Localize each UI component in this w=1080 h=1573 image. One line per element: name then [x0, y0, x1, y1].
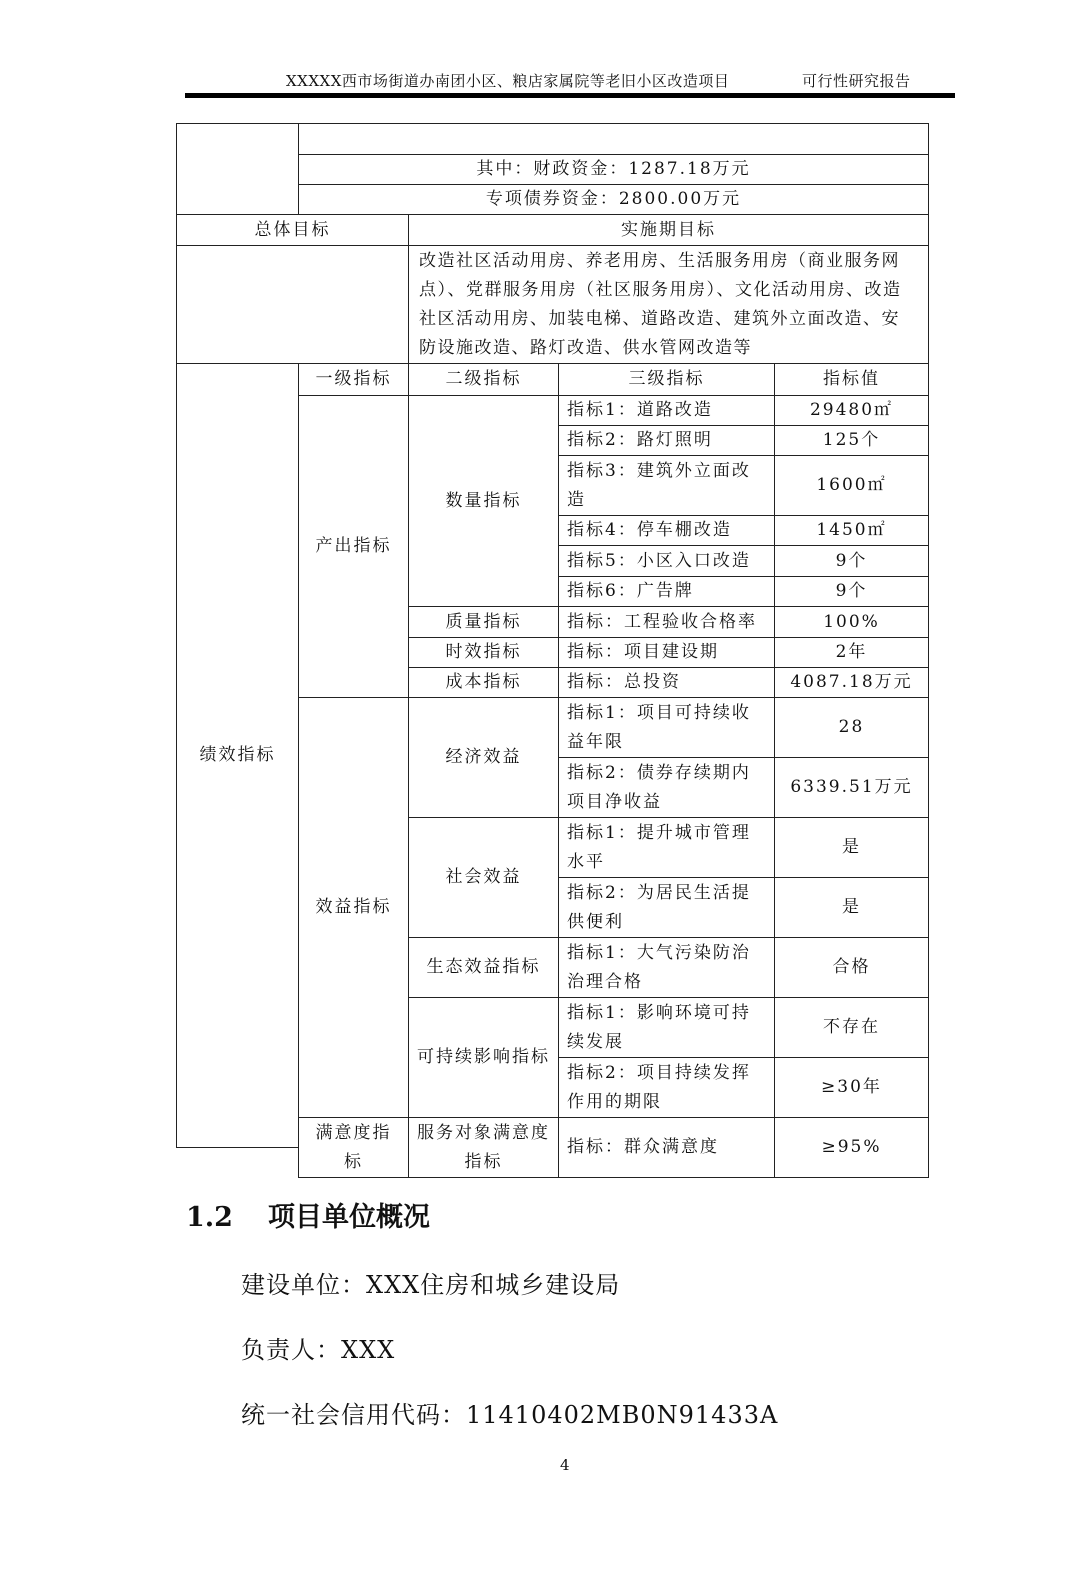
period-goal-label: 实施期目标 — [409, 215, 929, 246]
value-cell: 合格 — [775, 938, 929, 998]
level2-social: 社会效益 — [409, 818, 559, 938]
header-report-type: 可行性研究报告 — [802, 72, 911, 90]
value-cell: 100% — [775, 607, 929, 638]
header-level1: 一级指标 — [299, 364, 409, 396]
level3-cell: 指标2：为居民生活提供便利 — [559, 878, 775, 938]
value-cell: 不存在 — [775, 998, 929, 1058]
level3-cell: 指标4：停车棚改造 — [559, 516, 775, 546]
level1-satisfaction: 满意度指标 — [299, 1118, 409, 1178]
level3-cell: 指标：项目建设期 — [559, 638, 775, 668]
level3-cell: 指标3：建筑外立面改造 — [559, 456, 775, 516]
blank-cell — [177, 124, 299, 215]
level3-cell: 指标1：提升城市管理水平 — [559, 818, 775, 878]
funding-row-total — [299, 124, 929, 155]
page-header — [286, 70, 926, 92]
level3-cell: 指标：总投资 — [559, 668, 775, 698]
section-title: 项目单位概况 — [268, 1202, 430, 1233]
page-number: 4 — [560, 1456, 570, 1474]
level3-cell: 指标2：债券存续期内项目净收益 — [559, 758, 775, 818]
value-cell: 4087.18万元 — [775, 668, 929, 698]
value-cell: 28 — [775, 698, 929, 758]
level3-cell: 指标1：项目可持续收益年限 — [559, 698, 775, 758]
level3-cell: 指标1：影响环境可持续发展 — [559, 998, 775, 1058]
funding-bond: 专项债券资金：2800.00万元 — [299, 185, 929, 215]
period-goal-value: 改造社区活动用房、养老用房、生活服务用房（商业服务网点）、党群服务用房（社区服务用房）、文化活动用房、改造社区活动用房、加装电梯、道路改造、建筑外立面改造、安防设施改造、路灯改造、供水管网改造等 — [409, 246, 929, 364]
construction-unit: 建设单位：XXX住房和城乡建设局 — [241, 1271, 621, 1299]
level2-cost: 成本指标 — [409, 668, 559, 698]
value-cell: ≥30年 — [775, 1058, 929, 1118]
level2-service-satisfaction: 服务对象满意度指标 — [409, 1118, 559, 1178]
header-level2: 二级指标 — [409, 364, 559, 396]
level3-cell: 指标2：项目持续发挥作用的期限 — [559, 1058, 775, 1118]
level2-ecological: 生态效益指标 — [409, 938, 559, 998]
level3-cell: 指标1：大气污染防治治理合格 — [559, 938, 775, 998]
header-value: 指标值 — [775, 364, 929, 396]
section-heading — [186, 1195, 430, 1234]
level3-cell: 指标5：小区入口改造 — [559, 546, 775, 577]
value-cell: 2年 — [775, 638, 929, 668]
header-rule — [185, 93, 955, 98]
value-cell: 9个 — [775, 546, 929, 577]
level1-benefit: 效益指标 — [299, 698, 409, 1118]
value-cell: 9个 — [775, 577, 929, 607]
header-level3: 三级指标 — [559, 364, 775, 396]
overall-goal-label: 总体目标 — [177, 215, 409, 246]
level3-cell: 指标：工程验收合格率 — [559, 607, 775, 638]
funding-fiscal: 其中：财政资金：1287.18万元 — [299, 155, 929, 185]
value-cell: 6339.51万元 — [775, 758, 929, 818]
value-cell: 是 — [775, 818, 929, 878]
performance-table — [176, 123, 929, 1178]
level3-cell: 指标6：广告牌 — [559, 577, 775, 607]
header-title: XXXXX西市场街道办南团小区、粮店家属院等老旧小区改造项目 — [286, 72, 730, 90]
value-cell: 1450㎡ — [775, 516, 929, 546]
value-cell: 125个 — [775, 426, 929, 456]
level1-output: 产出指标 — [299, 396, 409, 698]
value-cell: 1600㎡ — [775, 456, 929, 516]
person-in-charge: 负责人：XXX — [241, 1336, 396, 1364]
indicator-section-label: 绩效指标 — [177, 364, 299, 1148]
value-cell: 是 — [775, 878, 929, 938]
level2-quality: 质量指标 — [409, 607, 559, 638]
level3-cell: 指标2：路灯照明 — [559, 426, 775, 456]
level3-cell: 指标1：道路改造 — [559, 396, 775, 426]
section-number: 1.2 — [186, 1202, 233, 1233]
level3-cell: 指标：群众满意度 — [559, 1118, 775, 1178]
credit-code: 统一社会信用代码：11410402MB0N91433A — [241, 1401, 779, 1429]
level2-economic: 经济效益 — [409, 698, 559, 818]
level2-timeliness: 时效指标 — [409, 638, 559, 668]
overall-goal-value — [177, 246, 409, 364]
level2-quantity: 数量指标 — [409, 396, 559, 607]
value-cell: ≥95% — [775, 1118, 929, 1178]
value-cell: 29480㎡ — [775, 396, 929, 426]
level2-sustainability: 可持续影响指标 — [409, 998, 559, 1118]
